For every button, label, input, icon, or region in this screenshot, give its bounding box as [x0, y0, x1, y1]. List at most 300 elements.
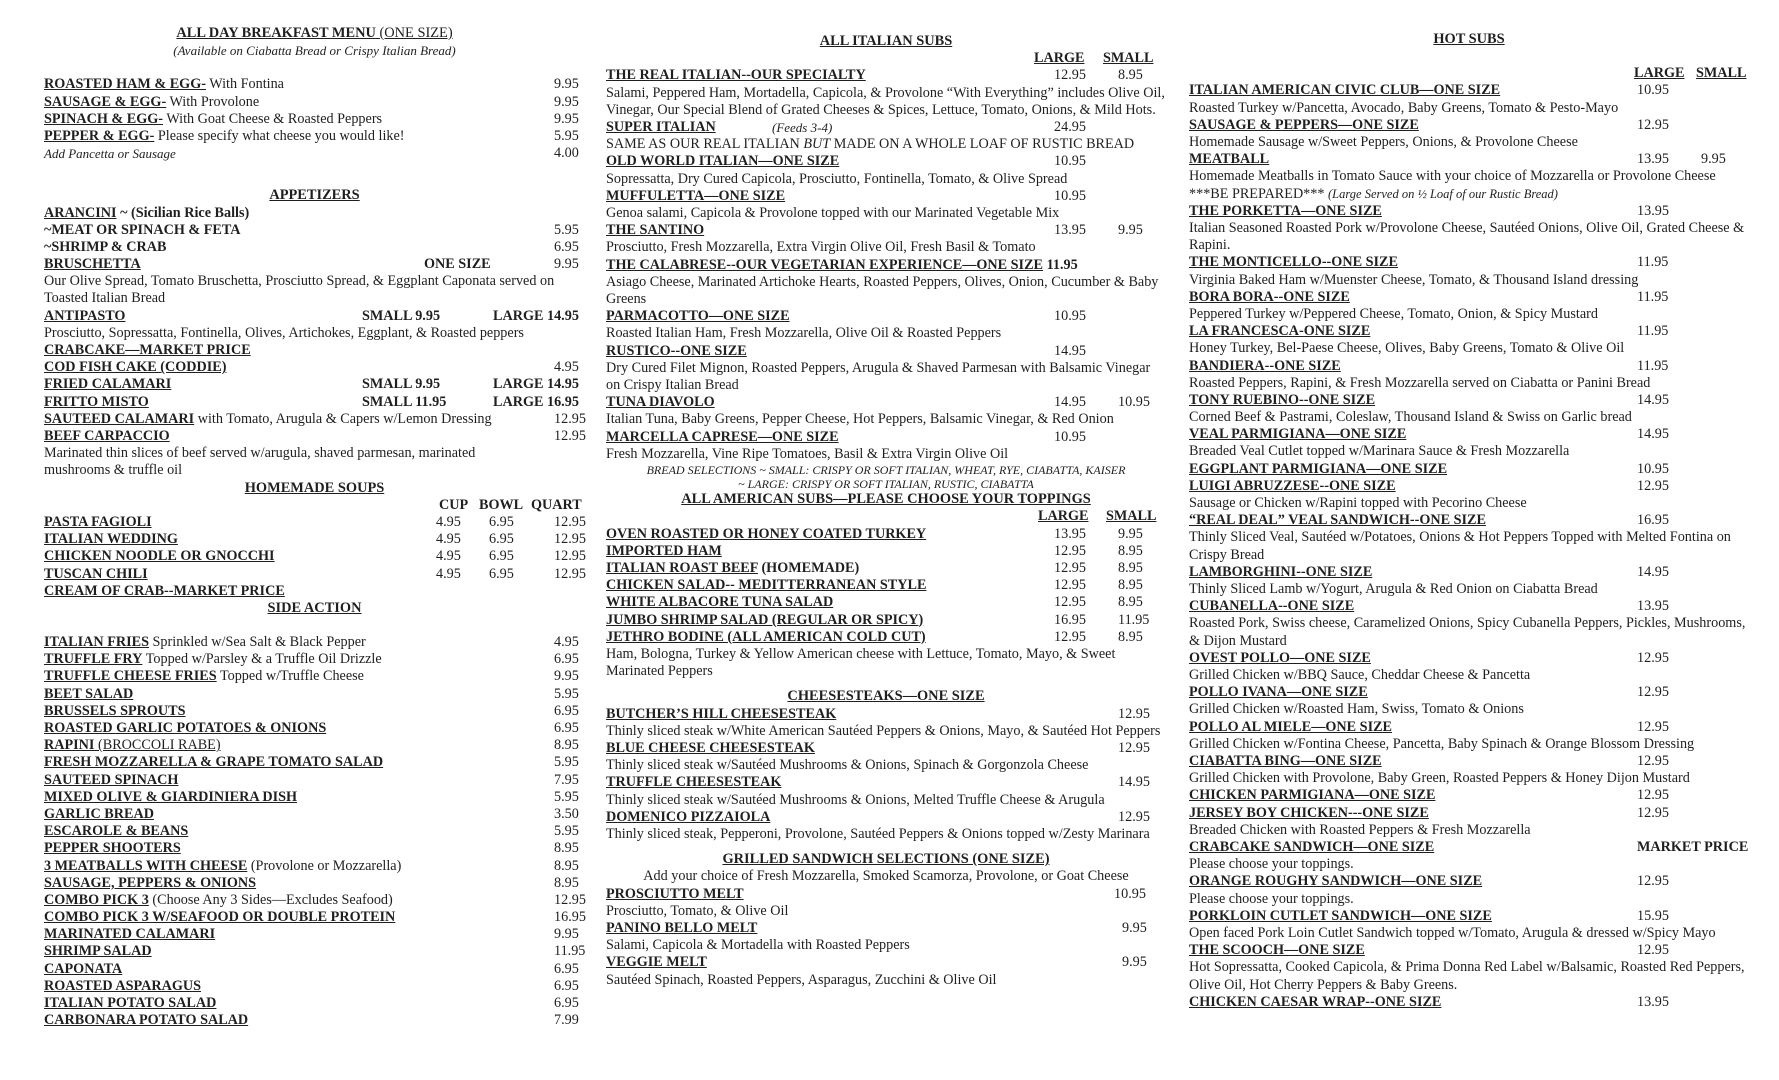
item-name: THE REAL ITALIAN--OUR SPECIALTY	[606, 67, 866, 84]
side-item	[44, 823, 585, 840]
item-price: 14.95	[1118, 774, 1150, 791]
item-price: 9.95	[554, 926, 579, 943]
side-item	[44, 634, 585, 651]
item-name: COMBO PICK 3	[44, 891, 149, 908]
item-price: 5.95	[554, 788, 579, 805]
small-price: 8.95	[1118, 67, 1143, 84]
hot-sub-item	[1189, 478, 1749, 495]
item-name: LAMBORGHINI--ONE SIZE	[1189, 563, 1373, 580]
italian-subs-heading: ALL ITALIAN SUBS	[819, 33, 953, 49]
item-name: CAPONATA	[44, 960, 123, 977]
arancini-item	[44, 205, 585, 222]
small-price: 8.95	[1118, 560, 1143, 577]
cup-price: 4.95	[436, 513, 461, 530]
item-desc: With Goat Cheese & Roasted Peppers	[163, 110, 383, 127]
breakfast-subtitle: (Available on Ciabatta Bread or Crispy Italian Bread)	[173, 43, 456, 59]
item-price: 5.95	[554, 127, 579, 144]
small-price: 8.95	[1118, 594, 1143, 611]
item-price: 5.95	[554, 823, 579, 840]
item-name: ITALIAN ROAST BEEF	[606, 560, 758, 577]
item-price: 12.95	[554, 410, 586, 427]
sub-item	[606, 526, 1166, 543]
desc-note: (Large Served on ½ Loaf of our Rustic Bread)	[1328, 186, 1558, 201]
item-name: JUMBO SHRIMP SALAD (REGULAR OR SPICY)	[606, 611, 924, 628]
desc-text: Please choose your toppings.	[1189, 890, 1354, 907]
hot-size-headers	[1189, 65, 1749, 82]
item-desc: Topped w/Parsley & a Truffle Oil Drizzle	[142, 651, 382, 668]
item-price: 9.95	[554, 93, 579, 110]
item-price: 12.95	[1118, 739, 1150, 756]
item-name: ITALIAN POTATO SALAD	[44, 995, 217, 1012]
large-price: 16.95	[1637, 512, 1669, 529]
item-desc	[1189, 701, 1749, 718]
item-name: BRUSSELS SPROUTS	[44, 702, 186, 719]
hot-sub-item	[1189, 873, 1749, 890]
cup-price: 4.95	[436, 565, 461, 582]
item-name: MEATBALL	[1189, 151, 1270, 168]
item-desc	[1189, 375, 1749, 392]
bowl-price: 6.95	[489, 565, 514, 582]
item-name: GARLIC BREAD	[44, 805, 154, 822]
large-price: 10.95	[1637, 460, 1669, 477]
item-name: THE SANTINO	[606, 222, 705, 239]
item-desc	[1189, 272, 1749, 289]
side-item	[44, 909, 585, 926]
item-desc	[1189, 168, 1749, 202]
item-price: 12.95	[554, 891, 586, 908]
item-name: TRUFFLE CHEESE FRIES	[44, 668, 217, 685]
item-name: OVEST POLLO—ONE SIZE	[1189, 649, 1371, 666]
col-large: LARGE	[1034, 50, 1085, 67]
item-desc: Our Olive Spread, Tomato Bruschetta, Prosciutto Spread, & Eggplant Caponata served on Toasted Italian Bread	[44, 273, 555, 307]
breakfast-heading	[44, 25, 585, 42]
item-name: EGGPLANT PARMIGIANA—ONE SIZE	[1189, 460, 1448, 477]
item-small-price: SMALL 9.95	[362, 307, 441, 324]
item-price: 7.99	[554, 1012, 579, 1029]
item-name: BORA BORA--ONE SIZE	[1189, 288, 1350, 305]
bowl-price: 6.95	[489, 548, 514, 565]
item-desc: Sautéed Spinach, Roasted Peppers, Asparagus, Zucchini & Olive Oil	[606, 971, 997, 988]
item-desc: With Fontina	[205, 76, 284, 93]
item-desc: Fresh Mozzarella, Vine Ripe Tomatoes, Basil & Extra Virgin Olive Oil	[606, 445, 1009, 462]
item-name: SAUTEED SPINACH	[44, 771, 179, 788]
desc-text: Open faced Pork Loin Cutlet Sandwich topped w/Tomato, Arugula & dressed w/Spicy Mayo	[1189, 924, 1716, 941]
desc-text: Sausage or Chicken w/Rapini topped with Pecorino Cheese	[1189, 495, 1527, 512]
sub-item	[606, 188, 1166, 205]
item-price: 6.95	[554, 977, 579, 994]
item-name: ITALIAN FRIES	[44, 634, 149, 651]
desc-text: Grilled Chicken w/Roasted Ham, Swiss, Tomato & Onions	[1189, 701, 1524, 718]
item-name: CRABCAKE—MARKET PRICE	[44, 342, 251, 359]
item-desc: Dry Cured Filet Mignon, Roasted Peppers, Arugula & Shaved Parmesan with Balsamic Vinegar on Crispy Italian Bread	[606, 359, 1151, 393]
item-name: CUBANELLA--ONE SIZE	[1189, 598, 1355, 615]
item-price: 12.95	[554, 427, 586, 444]
item-name: POLLO IVANA—ONE SIZE	[1189, 684, 1368, 701]
hot-sub-item	[1189, 151, 1749, 168]
item-name: PROSCIUTTO MELT	[606, 885, 744, 902]
side-item	[44, 806, 585, 823]
sub-item	[606, 222, 1166, 239]
hot-sub-item	[1189, 908, 1749, 925]
col-small: SMALL	[1106, 508, 1157, 525]
item-desc	[1189, 495, 1749, 512]
item-desc: Salami, Peppered Ham, Mortadella, Capicola, & Provolone “With Everything” includes Olive Oil, Vinegar, Our Special Blend of Grated Cheeses & Spices, Lettuce, Tomato, Onions, & Mild Hots.	[606, 84, 1165, 118]
item-small-price: SMALL 11.95	[362, 393, 447, 410]
hot-sub-item	[1189, 392, 1749, 409]
large-price: 12.95	[1637, 873, 1669, 890]
quart-price: 12.95	[554, 513, 586, 530]
item-desc: Italian Tuna, Baby Greens, Pepper Cheese, Hot Peppers, Balsamic Vinegar, & Red Onion	[606, 411, 1114, 428]
small-price: 9.95	[1118, 525, 1143, 542]
item-price: 5.95	[554, 221, 579, 238]
large-price: 12.95	[1637, 787, 1669, 804]
large-price: 10.95	[1054, 308, 1086, 325]
item-desc: with Tomato, Arugula & Capers w/Lemon Dressing	[194, 410, 492, 427]
large-price: 12.95	[1054, 67, 1086, 84]
cheesesteak-item	[606, 774, 1166, 791]
item-name: PASTA FAGIOLI	[44, 513, 152, 530]
large-price: 11.95	[1637, 323, 1669, 340]
item-price: 10.95	[1114, 885, 1146, 902]
item-name: “REAL DEAL” VEAL SANDWICH--ONE SIZE	[1189, 512, 1486, 529]
hot-sub-item	[1189, 323, 1749, 340]
menu-item	[44, 359, 585, 376]
item-name: PANINO BELLO MELT	[606, 919, 758, 936]
col-quart: QUART	[531, 496, 582, 513]
hot-sub-item	[1189, 82, 1749, 99]
item-desc: Marinated thin slices of beef served w/arugula, shaved parmesan, marinated mushrooms & truffle oil	[44, 445, 476, 479]
item-price: 6.95	[554, 995, 579, 1012]
item-name: SAUSAGE, PEPPERS & ONIONS	[44, 874, 257, 891]
side-item	[44, 892, 585, 909]
large-price: 13.95	[1637, 151, 1669, 168]
item-name: TUSCAN CHILI	[44, 565, 148, 582]
menu-item	[44, 376, 585, 393]
soups-column-headers	[44, 497, 585, 514]
item-name: SAUSAGE & EGG-	[44, 93, 167, 110]
item-desc	[1189, 667, 1749, 684]
item-desc: (BROCCOLI RABE)	[94, 737, 221, 754]
item-desc: Roasted Italian Ham, Fresh Mozzarella, Olive Oil & Roasted Peppers	[606, 325, 1002, 342]
large-price: 12.95	[1054, 542, 1086, 559]
hot-sub-item	[1189, 289, 1749, 306]
large-price: 10.95	[1054, 187, 1086, 204]
menu-item	[44, 94, 585, 111]
item-price: 6.95	[554, 960, 579, 977]
item-desc	[1189, 736, 1749, 753]
soup-row	[44, 548, 585, 565]
item-price: 3.50	[554, 805, 579, 822]
large-price: 13.95	[1637, 598, 1669, 615]
hot-sub-item	[1189, 461, 1749, 478]
item-desc: Please specify what cheese you would like!	[154, 127, 405, 144]
item-small-price: SMALL 9.95	[362, 376, 441, 393]
hot-sub-item	[1189, 426, 1749, 443]
side-item	[44, 720, 585, 737]
item-name: CREAM OF CRAB--MARKET PRICE	[44, 582, 285, 599]
cheesesteak-item	[606, 740, 1166, 757]
desc-text: Roasted Peppers, Rapini, & Fresh Mozzarella served on Ciabatta or Panini Bread	[1189, 374, 1651, 391]
item-desc: Prosciutto, Fresh Mozzarella, Extra Virgin Olive Oil, Fresh Basil & Tomato	[606, 239, 1036, 256]
item-name: ROASTED ASPARAGUS	[44, 977, 202, 994]
item-desc	[1189, 409, 1749, 426]
item-name: VEGGIE MELT	[606, 954, 707, 971]
bowl-price: 6.95	[489, 531, 514, 548]
col-small: SMALL	[1103, 50, 1154, 67]
sub-item	[606, 629, 1166, 646]
item-price: 9.95	[554, 110, 579, 127]
sub-item	[606, 543, 1166, 560]
menu-item	[44, 76, 585, 93]
desc-text: Breaded Chicken with Roasted Peppers & Fresh Mozzarella	[1189, 821, 1531, 838]
side-item	[44, 858, 585, 875]
desc-text: Grilled Chicken w/BBQ Sauce, Cheddar Cheese & Pancetta	[1189, 667, 1531, 684]
item-desc: (Choose Any 3 Sides—Excludes Seafood)	[148, 891, 393, 908]
item-name: COMBO PICK 3 W/SEAFOOD OR DOUBLE PROTEIN	[44, 909, 396, 926]
italian-size-headers	[606, 50, 1166, 67]
item-price: 9.95	[554, 76, 579, 93]
item-name: OVEN ROASTED OR HONEY COATED TURKEY	[606, 525, 927, 542]
desc-text: Peppered Turkey w/Peppered Cheese, Tomato, Onion, & Spicy Mustard	[1189, 305, 1598, 322]
sub-item	[606, 429, 1166, 446]
item-price: 11.95	[554, 943, 586, 960]
item-name: THE MONTICELLO--ONE SIZE	[1189, 254, 1398, 271]
item-name: THE CALABRESE--OUR VEGETARIAN EXPERIENCE—ONE SIZE	[606, 256, 1044, 273]
item-desc	[1189, 822, 1749, 839]
small-price: 8.95	[1118, 628, 1143, 645]
side-item	[44, 1012, 585, 1029]
item-desc: Thinly sliced steak w/White American Sautéed Peppers & Onions, Mayo, & Sautéed Hot Peppers	[606, 722, 1161, 739]
desc-part: SAME AS OUR REAL ITALIAN	[606, 136, 804, 153]
item-desc: ~ (Sicilian Rice Balls)	[116, 204, 250, 221]
item-name: ANTIPASTO	[44, 307, 126, 324]
item-price: 8.95	[554, 874, 579, 891]
sub-item	[606, 612, 1166, 629]
item-name: DOMENICO PIZZAIOLA	[606, 808, 771, 825]
side-item	[44, 754, 585, 771]
appetizers-heading: APPETIZERS	[269, 187, 360, 204]
item-name: ORANGE ROUGHY SANDWICH—ONE SIZE	[1189, 873, 1483, 890]
large-price: 10.95	[1054, 153, 1086, 170]
item-desc: Prosciutto, Sopressatta, Fontinella, Olives, Artichokes, Eggplant, & Roasted peppers	[44, 324, 524, 341]
quart-price: 12.95	[554, 565, 586, 582]
item-name: SPINACH & EGG-	[44, 110, 164, 127]
item-name: TUNA DIAVOLO	[606, 394, 715, 411]
desc-part: MADE ON A WHOLE LOAF OF RUSTIC BREAD	[830, 136, 1135, 153]
item-name: TONY RUEBINO--ONE SIZE	[1189, 391, 1376, 408]
side-item	[44, 943, 585, 960]
soups-heading: HOMEMADE SOUPS	[244, 479, 385, 496]
grilled-item	[606, 920, 1166, 937]
cheesesteak-item	[606, 809, 1166, 826]
item-name: CARBONARA POTATO SALAD	[44, 1012, 249, 1029]
large-price: 13.95	[1054, 525, 1086, 542]
middle-column	[606, 0, 1166, 989]
item-name: OLD WORLD ITALIAN—ONE SIZE	[606, 153, 840, 170]
item-desc: With Provolone	[166, 93, 260, 110]
desc-text: Hot Sopressatta, Cooked Capicola, & Prima Donna Red Label w/Balsamic, Roasted Red Peppers, Olive Oil, Hot Cherry Peppers & Baby Greens.	[1189, 959, 1745, 993]
sub-item	[606, 153, 1166, 170]
item-desc	[1189, 134, 1749, 151]
desc-text: Please choose your toppings.	[1189, 856, 1354, 873]
item-name: SHRIMP SALAD	[44, 943, 152, 960]
item-name: MARINATED CALAMARI	[44, 926, 216, 943]
bruschetta-item	[44, 256, 585, 273]
hot-sub-item	[1189, 564, 1749, 581]
desc-text: Homemade Sausage w/Sweet Peppers, Onions, & Provolone Cheese	[1189, 133, 1578, 150]
addon-text: Add Pancetta or Sausage	[44, 146, 176, 162]
item-desc: Sopressatta, Dry Cured Capicola, Prosciutto, Fontinella, Tomato, & Olive Spread	[606, 170, 1068, 187]
large-price: 12.95	[1637, 753, 1669, 770]
american-size-headers	[606, 508, 1166, 525]
menu-item	[44, 394, 585, 411]
item-desc: Topped w/Truffle Cheese	[216, 668, 364, 685]
side-item	[44, 668, 585, 685]
side-item	[44, 961, 585, 978]
cup-price: 4.95	[436, 548, 461, 565]
item-desc: Salami, Capicola & Mortadella with Roasted Peppers	[606, 937, 910, 954]
item-desc	[1189, 529, 1749, 563]
hot-subs-list	[1189, 82, 1749, 1011]
large-price: 14.95	[1054, 394, 1086, 411]
item-name: CHICKEN PARMIGIANA—ONE SIZE	[1189, 787, 1436, 804]
cup-price: 4.95	[436, 531, 461, 548]
large-price: 11.95	[1637, 254, 1669, 271]
side-list	[44, 634, 585, 1029]
hot-sub-item	[1189, 787, 1749, 804]
sub-item	[606, 257, 1166, 274]
desc-text: Roasted Pork, Swiss cheese, Caramelized Onions, Spicy Cubanella Peppers, Pickles, Mushrooms, & Dijon Mustard	[1189, 615, 1746, 649]
breakfast-title-aside: (ONE SIZE)	[379, 25, 453, 41]
item-desc	[1189, 891, 1749, 908]
side-item	[44, 840, 585, 857]
item-name: IMPORTED HAM	[606, 542, 722, 559]
large-price: 12.95	[1637, 804, 1669, 821]
small-price: 9.95	[1118, 222, 1143, 239]
item-price: 5.95	[554, 754, 579, 771]
hot-sub-item	[1189, 512, 1749, 529]
item-name: JETHRO BODINE (ALL AMERICAN COLD CUT)	[606, 628, 926, 645]
large-price: 10.95	[1637, 82, 1669, 99]
item-feeds: (Feeds 3-4)	[772, 119, 833, 135]
hot-sub-item	[1189, 598, 1749, 615]
item-name: WHITE ALBACORE TUNA SALAD	[606, 594, 834, 611]
item-name: THE SCOOCH—ONE SIZE	[1189, 942, 1365, 959]
item-desc: Asiago Cheese, Marinated Artichoke Hearts, Roasted Peppers, Olives, Onion, Cucumber & Baby Greens	[606, 273, 1159, 307]
hot-sub-item	[1189, 254, 1749, 271]
item-desc	[1189, 220, 1749, 254]
item-desc	[606, 136, 1166, 153]
item-name: VEAL PARMIGIANA—ONE SIZE	[1189, 426, 1407, 443]
col-large: LARGE	[1634, 65, 1685, 82]
grilled-item	[606, 886, 1166, 903]
item-desc: Thinly sliced steak w/Sautéed Mushrooms & Onions, Melted Truffle Cheese & Arugula	[606, 791, 1105, 808]
item-name: ~SHRIMP & CRAB	[44, 238, 167, 255]
item-name: MARCELLA CAPRESE—ONE SIZE	[606, 428, 839, 445]
item-price: 8.95	[554, 857, 579, 874]
sub-item	[606, 343, 1166, 360]
soup-row	[44, 514, 585, 531]
menu-item	[44, 428, 585, 445]
hot-sub-item	[1189, 942, 1749, 959]
large-price: 14.95	[1637, 563, 1669, 580]
item-desc	[1189, 770, 1749, 787]
side-item	[44, 789, 585, 806]
menu-item	[44, 239, 585, 256]
side-item	[44, 737, 585, 754]
item-price: 9.95	[554, 668, 579, 685]
item-name: SAUTEED CALAMARI	[44, 410, 195, 427]
large-price: 14.95	[1637, 426, 1669, 443]
item-name: BUTCHER’S HILL CHEESESTEAK	[606, 705, 837, 722]
item-name: LUIGI ABRUZZESE--ONE SIZE	[1189, 477, 1396, 494]
item-name: CIABATTA BING—ONE SIZE	[1189, 753, 1382, 770]
small-price: 10.95	[1118, 394, 1150, 411]
col-bowl: BOWL	[479, 496, 524, 513]
item-price: 6.95	[554, 720, 579, 737]
item-name: ROASTED GARLIC POTATOES & ONIONS	[44, 720, 327, 737]
col-cup: CUP	[439, 496, 469, 513]
menu-item	[44, 128, 585, 145]
item-desc	[1189, 925, 1749, 942]
item-name: CHICKEN SALAD-- MEDITTERRANEAN STYLE	[606, 577, 927, 594]
side-item	[44, 651, 585, 668]
desc-text: Homemade Meatballs in Tomato Sauce with your choice of Mozzarella or Provolone Cheese ***BE PREPARED***	[1189, 168, 1716, 202]
large-price: 13.95	[1637, 202, 1669, 219]
item-desc: (Provolone or Mozzarella)	[247, 857, 402, 874]
item-name: BEET SALAD	[44, 685, 134, 702]
item-desc: Thinly sliced steak, Pepperoni, Provolone, Sautéed Peppers & Onions topped w/Zesty Marinara	[606, 825, 1150, 842]
item-name: ITALIAN AMERICAN CIVIC CLUB—ONE SIZE	[1189, 82, 1501, 99]
hot-sub-item	[1189, 719, 1749, 736]
bread-large: ~ LARGE: CRISPY OR SOFT ITALIAN, RUSTIC, CIABATTA	[738, 477, 1034, 492]
sub-item	[606, 119, 1166, 136]
desc-text: Corned Beef & Pastrami, Coleslaw, Thousand Island & Swiss on Garlic bread	[1189, 409, 1632, 426]
side-heading: SIDE ACTION	[267, 599, 362, 616]
sub-item	[606, 67, 1166, 84]
item-desc	[1189, 581, 1749, 598]
item-desc	[1189, 856, 1749, 873]
item-name: RUSTICO--ONE SIZE	[606, 342, 747, 359]
item-name: ARANCINI	[44, 204, 117, 221]
large-price: 11.95	[1637, 288, 1669, 305]
large-price: 14.95	[1637, 391, 1669, 408]
side-item	[44, 926, 585, 943]
item-price: 24.95	[1054, 118, 1086, 135]
hot-sub-item	[1189, 358, 1749, 375]
item-name: POLLO AL MIELE—ONE SIZE	[1189, 718, 1393, 735]
item-desc: Genoa salami, Capicola & Provolone topped with our Marinated Vegetable Mix	[606, 204, 1060, 221]
desc-text: Breaded Veal Cutlet topped w/Marinara Sauce & Fresh Mozzarella	[1189, 443, 1570, 460]
hot-sub-item	[1189, 839, 1749, 856]
item-name: ITALIAN WEDDING	[44, 531, 178, 548]
item-desc: Prosciutto, Tomato, & Olive Oil	[606, 902, 789, 919]
side-item	[44, 995, 585, 1012]
grilled-heading: GRILLED SANDWICH SELECTIONS (ONE SIZE)	[722, 851, 1050, 868]
large-price: 11.95	[1637, 357, 1669, 374]
item-name: MIXED OLIVE & GIARDINIERA DISH	[44, 788, 298, 805]
item-name: CHICKEN CAESAR WRAP--ONE SIZE	[1189, 993, 1442, 1010]
large-price: 12.95	[1637, 718, 1669, 735]
item-name: COD FISH CAKE (CODDIE)	[44, 359, 227, 376]
left-column	[44, 0, 585, 1029]
item-name: PORKLOIN CUTLET SANDWICH—ONE SIZE	[1189, 907, 1492, 924]
soup-row	[44, 566, 585, 583]
col-small: SMALL	[1696, 65, 1747, 82]
hot-sub-item	[1189, 684, 1749, 701]
side-item	[44, 875, 585, 892]
item-price: 8.95	[554, 840, 579, 857]
